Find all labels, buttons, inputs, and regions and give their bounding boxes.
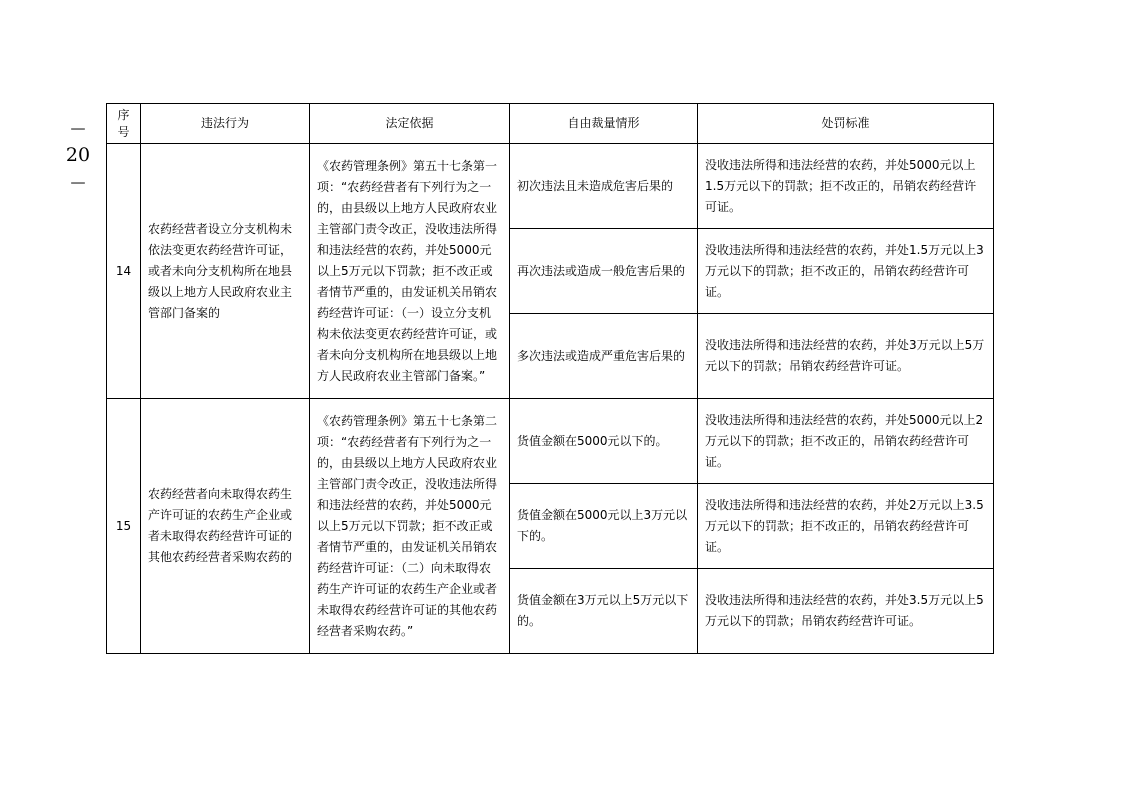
row-act: 农药经营者向未取得农药生产许可证的农药生产企业或者未取得农药经营许可证的其他农药经营者采购农药的	[141, 399, 310, 654]
row-basis: 《农药管理条例》第五十七条第二项：“农药经营者有下列行为之一的，由县级以上地方人民政府农业主管部门责令改正，没收违法所得和违法经营的农药，并处5000元以上5万元以下罚款；拒不改正或者情节严重的，由发证机关吊销农药经营许可证：（二）向未取得农药生产许可证的农药生产企业或者未取得农药经营许可证的其他农药经营者采购农药。”	[310, 399, 510, 654]
table-row	[107, 399, 994, 484]
row-discretion: 货值金额在3万元以上5万元以下的。	[510, 569, 698, 654]
penalty-table	[106, 103, 994, 654]
table-row	[107, 144, 994, 229]
header-act: 违法行为	[141, 104, 310, 144]
row-standard: 没收违法所得和违法经营的农药，并处3.5万元以上5万元以下的罚款；吊销农药经营许可证。	[698, 569, 994, 654]
header-basis: 法定依据	[310, 104, 510, 144]
row-act: 农药经营者设立分支机构未依法变更农药经营许可证，或者未向分支机构所在地县级以上地方人民政府农业主管部门备案的	[141, 144, 310, 399]
row-discretion: 货值金额在5000元以上3万元以下的。	[510, 484, 698, 569]
row-seq: 14	[107, 144, 141, 399]
row-discretion: 多次违法或造成严重危害后果的	[510, 314, 698, 399]
row-standard: 没收违法所得和违法经营的农药，并处3万元以上5万元以下的罚款；吊销农药经营许可证。	[698, 314, 994, 399]
row-seq: 15	[107, 399, 141, 654]
row-basis: 《农药管理条例》第五十七条第一项：“农药经营者有下列行为之一的，由县级以上地方人民政府农业主管部门责令改正，没收违法所得和违法经营的农药，并处5000元以上5万元以下罚款；拒不改正或者情节严重的，由发证机关吊销农药经营许可证：（一）设立分支机构未依法变更农药经营许可证，或者未向分支机构所在地县级以上地方人民政府农业主管部门备案。”	[310, 144, 510, 399]
header-standard: 处罚标准	[698, 104, 994, 144]
row-standard: 没收违法所得和违法经营的农药，并处5000元以上1.5万元以下的罚款；拒不改正的，吊销农药经营许可证。	[698, 144, 994, 229]
page-number	[55, 116, 101, 194]
row-standard: 没收违法所得和违法经营的农药，并处5000元以上2万元以下的罚款；拒不改正的，吊销农药经营许可证。	[698, 399, 994, 484]
row-discretion: 初次违法且未造成危害后果的	[510, 144, 698, 229]
row-discretion: 再次违法或造成一般危害后果的	[510, 229, 698, 314]
page-number-dash-top: —	[70, 119, 86, 137]
header-discretion: 自由裁量情形	[510, 104, 698, 144]
table-header-row	[107, 104, 994, 144]
page-number-dash-bottom: —	[70, 173, 86, 191]
row-standard: 没收违法所得和违法经营的农药，并处2万元以上3.5万元以下的罚款；拒不改正的，吊销农药经营许可证。	[698, 484, 994, 569]
row-standard: 没收违法所得和违法经营的农药，并处1.5万元以上3万元以下的罚款；拒不改正的，吊销农药经营许可证。	[698, 229, 994, 314]
row-discretion: 货值金额在5000元以下的。	[510, 399, 698, 484]
header-seq: 序号	[107, 104, 141, 144]
page-number-value: 20	[65, 144, 91, 166]
